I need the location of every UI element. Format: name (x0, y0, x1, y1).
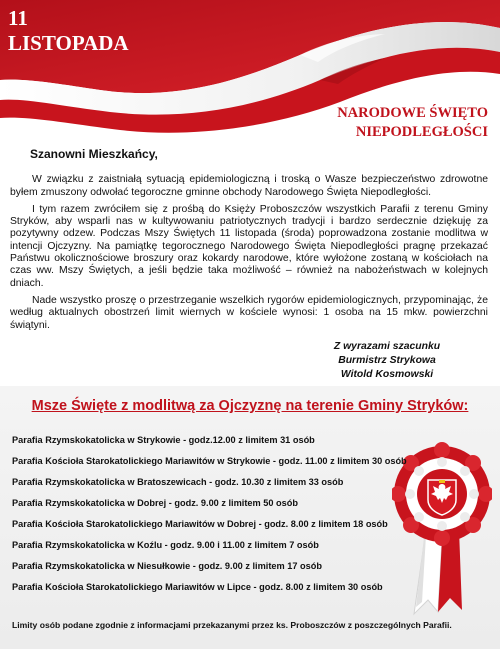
list-item: Parafia Rzymskokatolicka w Bratoszewicach - godz. 10.30 z limitem 33 osób (12, 477, 344, 487)
signer-title: Burmistrz Strykowa (338, 355, 436, 366)
date-day: 11 (8, 6, 28, 30)
list-item: Parafia Rzymskokatolicka w Dobrej - godz. 9.00 z limitem 50 osób (12, 498, 298, 508)
list-item: Parafia Rzymskokatolicka w Koźlu - godz. 9.00 i 11.00 z limitem 7 osób (12, 540, 319, 550)
holiday-title-line2: NIEPODLEGŁOŚCI (355, 124, 488, 140)
parish-list (12, 434, 492, 602)
list-item: Parafia Kościoła Starokatolickiego Mariawitów w Lipce - godz. 8.00 z limitem 30 osób (12, 582, 383, 592)
list-item: Parafia Kościoła Starokatolickiego Mariawitów w Dobrej - godz. 8.00 z limitem 18 osób (12, 519, 388, 529)
footer-note: Limity osób podane zgodnie z informacjami przekazanymi przez ks. Proboszczów z poszczególnych Parafii. (12, 620, 452, 630)
date-title (8, 6, 129, 56)
holiday-title (337, 104, 488, 142)
masses-heading: Msze Święte z modlitwą za Ojczyznę na terenie Gminy Stryków: (31, 398, 469, 414)
list-item: Parafia Rzymskokatolicka w Strykowie - godz.12.00 z limitem 31 osób (12, 435, 315, 445)
letter-paragraph: I tym razem zwróciłem się z prośbą do Księży Proboszczów wszystkich Parafii z terenu Gminy Stryków, aby wsparli nas w kultywowaniu patriotycznych tradycji i bardzo serdecznie dziękuję za pozytywny odzew. Podczas Mszy Świętych 11 listopada (środa) poprowadzona zostanie modlitwa w intencji Ojczyzny. Na pamiątkę tegorocznego Narodowego Święta Niepodległości pragnę przekazać Państwu okolicznościowe broszury oraz kokardy narodowe, które wyłożone zostaną w kościołach na czas ww. Mszy Świętych, a jeśli będzie taka możliwość – również na nabożeństwach w kolejnych dniach. (10, 203, 488, 289)
list-item: Parafia Kościoła Starokatolickiego Mariawitów w Strykowie - godz. 11.00 z limitem 30 osób (12, 456, 407, 466)
list-item: Parafia Rzymskokatolicka w Niesułkowie - godz. 9.00 z limitem 17 osób (12, 561, 322, 571)
salutation: Szanowni Mieszkańcy, (30, 147, 158, 161)
date-month: LISTOPADA (8, 31, 129, 55)
holiday-title-line1: NARODOWE ŚWIĘTO (337, 105, 488, 121)
closing: Z wyrazami szacunku (333, 341, 441, 352)
signer-name: Witold Kosmowski (340, 369, 434, 380)
letter-paragraph: W związku z zaistniałą sytuacją epidemiologiczną i troską o Wasze bezpieczeństwo zdrowotne byłem zmuszony odwołać tegoroczne gminne obchody Narodowego Święta Niepodległości. (10, 174, 488, 198)
letter-paragraph: Nade wszystko proszę o przestrzeganie wszelkich rygorów epidemiologicznych, przypominając, że według aktualnych obostrzeń limit wiernych w kościele wynosi: 1 osoba na 15 mkw. powierzchni świątyni. (10, 294, 488, 331)
signature-block (322, 340, 452, 382)
letter-body (10, 148, 488, 337)
